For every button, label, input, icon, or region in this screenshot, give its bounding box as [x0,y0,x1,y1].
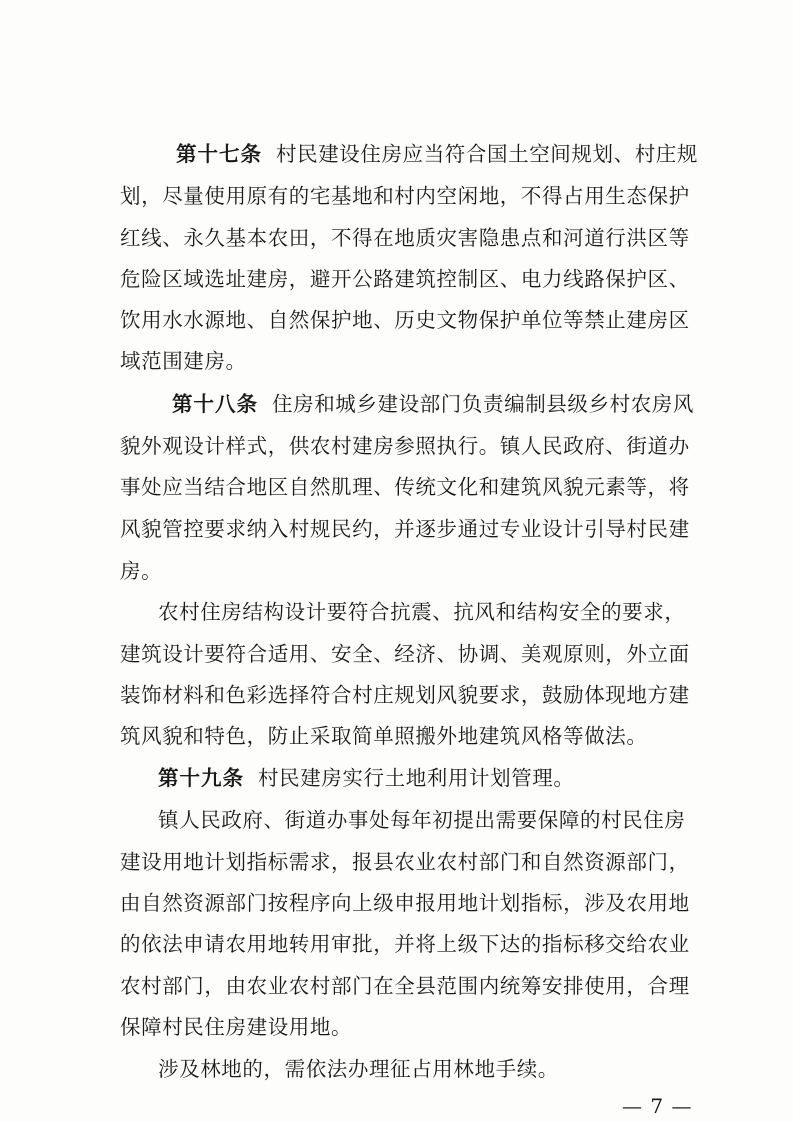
page-number: — 7 — [622,1094,693,1118]
article-18-line: 房。 [120,559,163,583]
article-19-paragraph-line: 农村部门，由农业农村部门在全县范围内统筹安排使用，合理 [120,974,690,998]
article-18-line: 事处应当结合地区自然肌理、传统文化和建筑风貌元素等，将 [120,475,690,499]
article-19-paragraph-line: 保障村民住房建设用地。 [120,1015,353,1039]
article-17-first-line [176,140,766,168]
article-19-heading: 第十九条 [158,766,244,790]
article-19-first-line [158,764,748,792]
article-17-line: 饮用水水源地、自然保护地、历史文物保护单位等禁止建房区 [120,308,690,332]
article-19-paragraph-line: 由自然资源部门按程序向上级申报用地计划指标，涉及农用地 [120,891,690,915]
article-18-paragraph-line: 农村住房结构设计要符合抗震、抗风和结构安全的要求， [158,600,686,624]
article-19-paragraph-line: 涉及林地的，需依法办理征占用林地手续。 [158,1057,559,1081]
article-17-line: 危险区域选址建房，避开公路建筑控制区、电力线路保护区、 [120,267,690,291]
article-17-heading: 第十七条 [176,142,262,166]
article-17-line: 域范围建房。 [120,349,247,373]
article-19-paragraph-line: 建设用地计划指标需求，报县农业农村部门和自然资源部门， [120,850,690,874]
article-18-line: 风貌管控要求纳入村规民约，并逐步通过专业设计引导村民建 [120,517,690,541]
article-18-paragraph-line: 装饰材料和色彩选择符合村庄规划风貌要求，鼓励体现地方建 [120,683,690,707]
article-18-paragraph-line: 筑风貌和特色，防止采取简单照搬外地建筑风格等做法。 [120,724,648,748]
article-18-first-line [172,390,762,418]
article-18-heading: 第十八条 [172,392,258,416]
article-18-line: 貌外观设计样式，供农村建房参照执行。镇人民政府、街道办 [120,434,690,458]
article-17-line: 红线、永久基本农田，不得在地质灾害隐患点和河道行洪区等 [120,226,690,250]
article-18-paragraph-line: 建筑设计要符合适用、安全、经济、协调、美观原则，外立面 [120,642,690,666]
article-17-text: 村民建设住房应当符合国土空间规划、村庄规 [276,142,698,166]
article-19-paragraph-line: 镇人民政府、街道办事处每年初提出需要保障的村民住房 [158,808,686,832]
article-19-paragraph-line: 的依法申请农用地转用审批，并将上级下达的指标移交给农业 [120,932,690,956]
article-17-line: 划，尽量使用原有的宅基地和村内空闲地，不得占用生态保护 [120,184,690,208]
article-19-text: 村民建房实行土地利用计划管理。 [258,766,575,790]
article-18-text: 住房和城乡建设部门负责编制县级乡村农房风 [272,392,694,416]
